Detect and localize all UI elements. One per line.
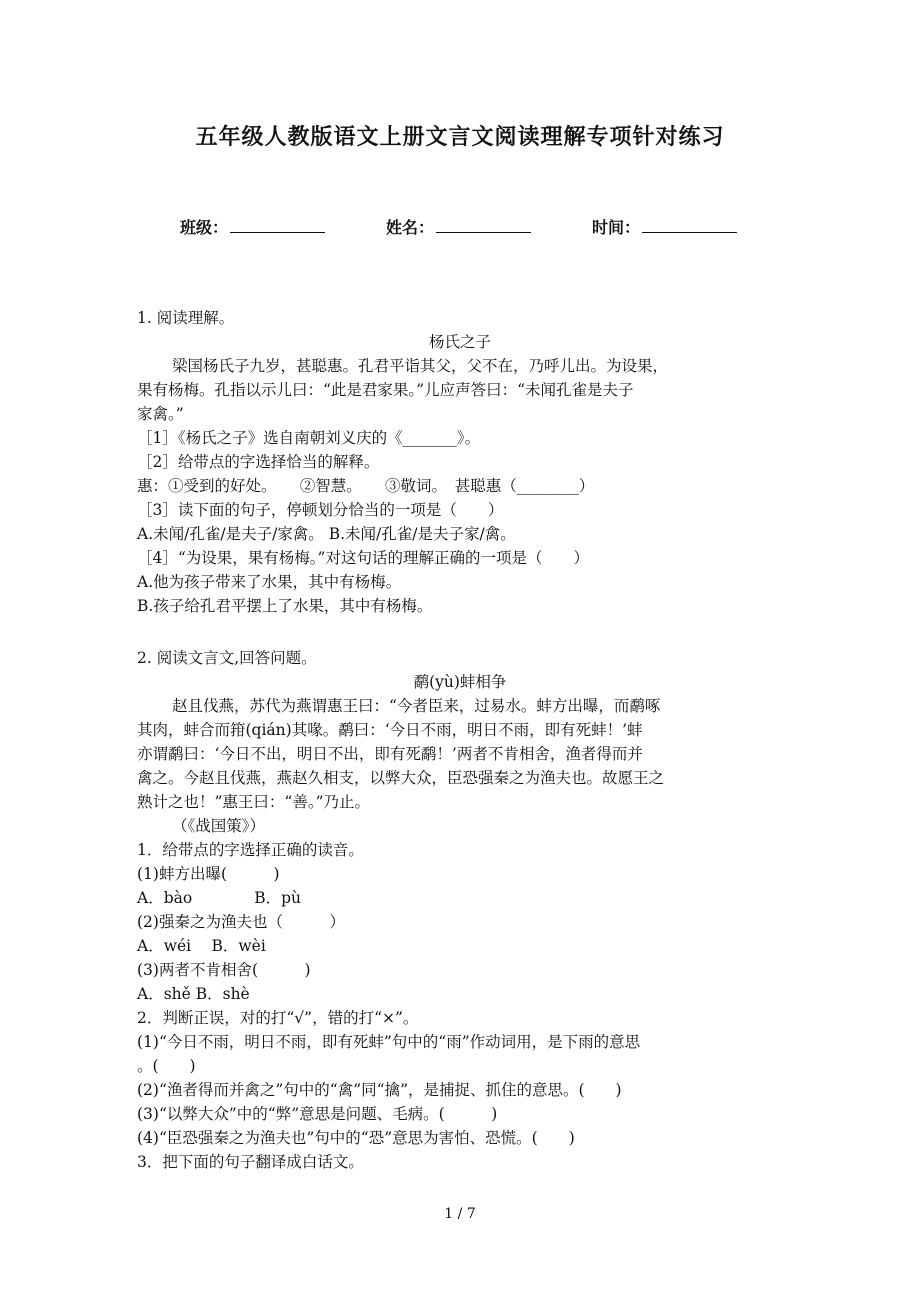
passage2-line: 禽之。今赵且伐燕，燕赵久相支，以弊大众，臣恐强秦之为渔夫也。故愿王之 [137, 769, 665, 787]
name-label: 姓名： [386, 218, 435, 237]
passage1-line: 家禽。” [137, 405, 184, 423]
q2-sub1-item3: (3)两者不肯相舍( ) [137, 961, 311, 979]
q2-sub1-item1: (1)蚌方出曝( ) [137, 865, 280, 883]
time-field [592, 215, 737, 238]
q1-sub2: ［2］给带点的字选择恰当的解释。 [137, 453, 380, 471]
q2-sub2-item3: (3)“以弊大众”中的“弊”意思是问题、毛病。( ) [137, 1105, 498, 1123]
q2-heading: 2. 阅读文言文,回答问题。 [137, 649, 317, 667]
q1-heading: 1. 阅读理解。 [137, 309, 235, 327]
q1-sub4: ［4］“为设果，果有杨梅。”对这句话的理解正确的一项是（ ） [137, 549, 589, 567]
passage2-line: 赵且伐燕，苏代为燕谓惠王曰：“今者臣来，过易水。蚌方出曝，而鹬啄 [172, 697, 661, 715]
q1-sub3: ［3］读下面的句子，停顿划分恰当的一项是（ ） [137, 501, 504, 519]
q1-sub2-options: 惠：①受到的好处。 ②智慧。 ③敬词。 甚聪惠（________） [137, 477, 595, 495]
time-label: 时间： [592, 218, 641, 237]
passage1-line: 梁国杨氏子九岁，甚聪惠。孔君平诣其父，父不在，乃呼儿出。为设果， [172, 357, 669, 375]
name-field [386, 215, 531, 238]
q1-sub1: ［1］《杨氏之子》选自南朝刘义庆的《_______》。 [137, 429, 481, 447]
class-field [180, 215, 325, 238]
q2-sub1-item2-options: A．wéi B．wèi [137, 937, 266, 955]
q2-sub2-item1: (1)“今日不雨，明日不雨，即有死蚌”句中的“雨”作动词用，是下雨的意思 [137, 1033, 641, 1051]
passage2-line: 其肉，蚌合而箝(qián)其喙。鹬曰：‘今日不雨，明日不雨，即有死蚌！’蚌 [137, 721, 643, 739]
name-blank[interactable] [436, 218, 531, 233]
q2-sub2: 2．判断正误，对的打“√”，错的打“×”。 [137, 1009, 419, 1027]
time-blank[interactable] [642, 218, 737, 233]
passage1-title: 杨氏之子 [428, 333, 491, 351]
document-title: 五年级人教版语文上册文言文阅读理解专项针对练习 [195, 125, 725, 150]
q1-sub4-option-b: B.孩子给孔君平摆上了水果，其中有杨梅。 [137, 597, 433, 615]
passage2-title: 鹬(yù)蚌相争 [413, 673, 507, 691]
passage2-source: （《战国策》） [172, 817, 266, 835]
page-number: 1 / 7 [444, 1206, 476, 1222]
q2-sub3: 3．把下面的句子翻译成白话文。 [137, 1153, 364, 1171]
passage2-line: 亦谓鹬曰：‘今日不出，明日不出，即有死鹬！’两者不肯相舍，渔者得而并 [137, 745, 643, 763]
q1-sub4-option-a: A.他为孩子带来了水果，其中有杨梅。 [137, 573, 402, 591]
q2-sub2-item2: (2)“渔者得而并禽之”句中的“禽”同“擒”，是捕捉、抓住的意思。( ) [137, 1081, 622, 1099]
q2-sub2-item1-cont: 。( ) [137, 1057, 196, 1075]
q2-sub1: 1．给带点的字选择正确的读音。 [137, 841, 364, 859]
q2-sub1-item1-options: A．bào B．pù [137, 889, 301, 907]
class-blank[interactable] [230, 218, 325, 233]
q1-sub3-options: A.未闻/孔雀/是夫子/家禽。 B.未闻/孔雀/是夫子家/禽。 [137, 525, 516, 543]
q2-sub2-item4: (4)“臣恐强秦之为渔夫也”句中的“恐”意思为害怕、恐慌。( ) [137, 1129, 575, 1147]
passage1-line: 果有杨梅。孔指以示儿曰：“此是君家果。”儿应声答曰：“未闻孔雀是夫子 [137, 381, 634, 399]
q2-sub1-item2: (2)强秦之为渔夫也（ ） [137, 913, 345, 931]
class-label: 班级： [180, 218, 229, 237]
passage2-line: 熟计之也！”惠王曰：“善。”乃止。 [137, 793, 371, 811]
q2-sub1-item3-options: A．shě B．shè [137, 985, 250, 1003]
